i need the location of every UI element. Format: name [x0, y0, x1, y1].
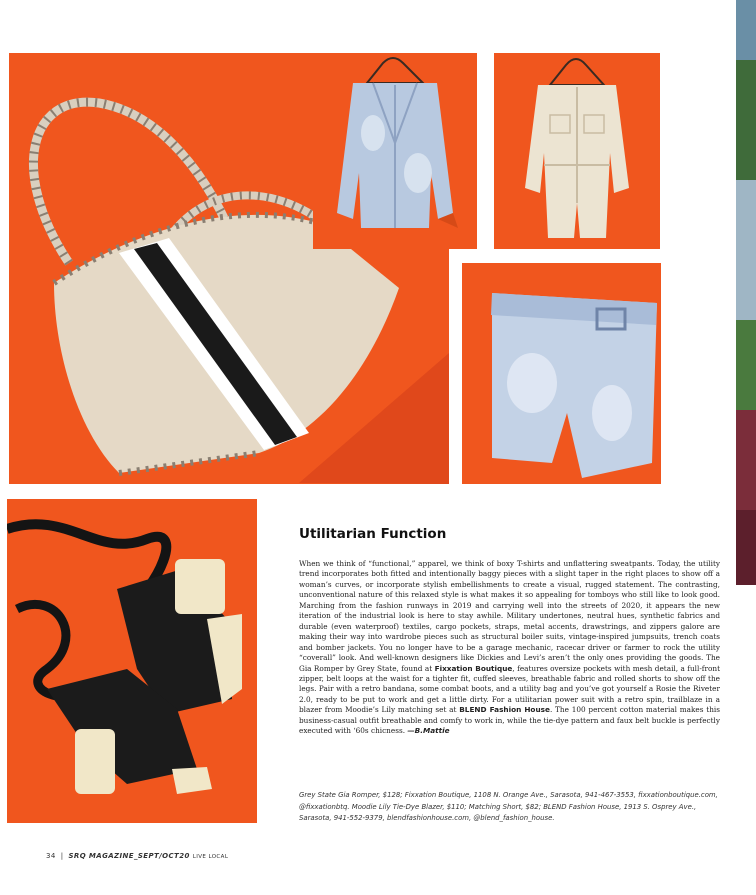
tie-dye-shorts-photo — [462, 263, 661, 484]
article-body-part-2: , features oversize pockets with mesh detail, a full-front zipper, belt loops at the waist for a tighter fit, cuffed sleeves, breathable fabric and rolled shorts to show off the legs. Pair with a retro bandana, some combat boots, and a utility bag and you’ve got yourself a Rosie the Riveter 2.0, ready to be put to work and get a little dirty. For a utilitarian power suit with a retro spin, trailblaze in a blazer from Moodie’s Lily matching set at — [299, 663, 721, 715]
section-name: LIVE LOCAL — [192, 854, 229, 860]
facing-page-edge — [736, 0, 756, 585]
article-body-part-3: . The 100 percent cotton material makes this business-casual outfit breathable and comfy to work in, while the tie-dye pattern and faux belt buckle is perfectly executed with ‘60s chicness. — [299, 705, 720, 736]
byline: —B.Mattie — [407, 726, 450, 736]
store-name-blend: BLEND Fashion House — [459, 705, 550, 715]
photo-caption: Grey State Gia Romper, $128; Fixxation Boutique, 1108 N. Orange Ave., Sarasota, 941-467-3553, fixxationboutique.com, @fixxationbtq. Moodie Lily Tie-Dye Blazer, $110; Matching Short, $82; BLEND Fashion House, 1913 S. Osprey Ave., Sarasota, 941-552-9379, blendfashionhouse.com, @blend_fashion_house. — [299, 791, 718, 822]
footer-separator: | — [60, 852, 64, 860]
page-footer — [46, 852, 228, 860]
article-body — [299, 559, 720, 737]
romper-photo — [494, 53, 660, 249]
tie-dye-blazer-photo — [313, 53, 477, 249]
article-headline: Utilitarian Function — [299, 526, 447, 542]
boots-photo — [7, 499, 257, 823]
article-body-part-1: When we think of “functional,” apparel, we think of boxy T-shirts and unflattering sweatpants. Today, the utility trend incorporates both fitted and intentionally baggy pieces with a slight taper in the right places to show off a woman’s curves, or incorporate stylish embellishments to create a visual, rugged statement. The contrasting, unconventional nature of this relaxed style is what makes it so appealing for tomboys who still like to look good. Marching from the fashion runways in 2019 and carrying well into the streets of 2020, it appears the new iteration of the industrial look is here to stay awhile. Military undertones, neutral hues, synthetic fabrics and durable (even waterproof) textiles, cargo pockets, straps, metal accents, drawstrings, and zippers galore are making their way into wardrobe pieces such as structural boiler suits, vintage-inspired jumpsuits, trench coats and bomber jackets. You no longer have to be a garage mechanic, racecar driver or farmer to rock the utility “coverall” look. And well-known designers like Dickies and Levi’s aren’t the only ones providing the goods. The Gia Romper by Grey State, found at — [299, 559, 720, 673]
page-number: 34 — [46, 852, 56, 860]
store-name-fixxation: Fixxation Boutique — [434, 663, 513, 673]
magazine-issue: SRQ MAGAZINE_SEPT/OCT20 — [68, 852, 190, 860]
